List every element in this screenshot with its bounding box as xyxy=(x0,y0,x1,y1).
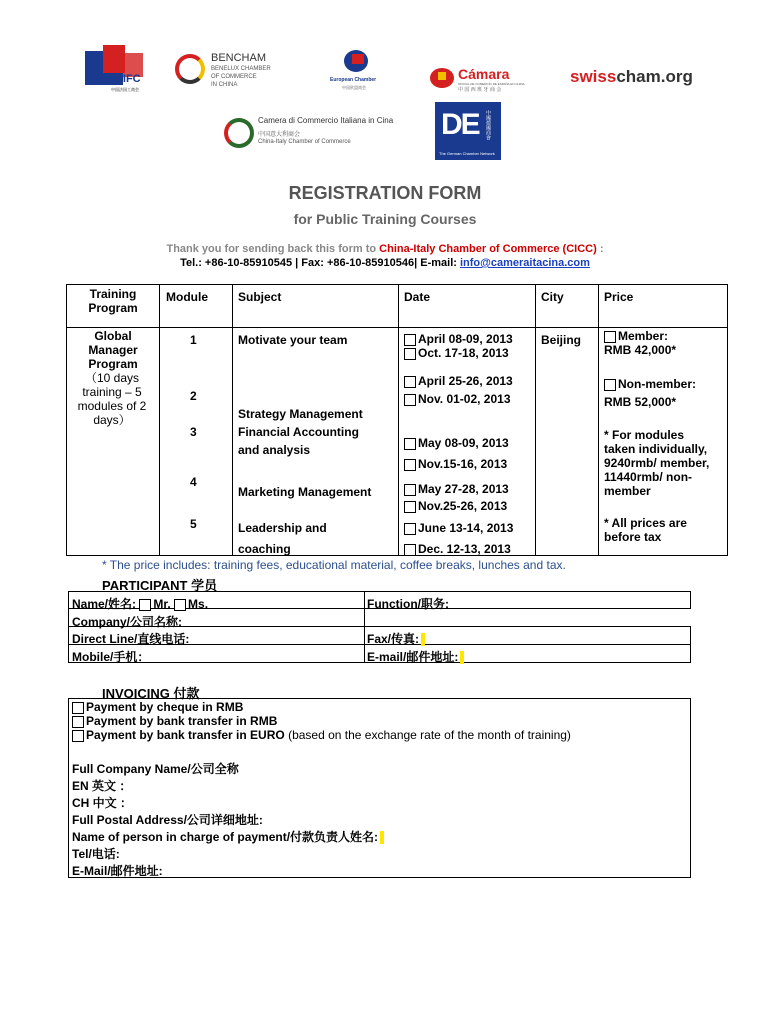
nonmember-label: Non-member: xyxy=(618,377,697,391)
camara-sub1: OFICIAL DE COMERCIO DE ESPAÑA EN CHINA xyxy=(458,82,525,86)
checkbox-icon[interactable] xyxy=(404,348,416,360)
member-label: Member: xyxy=(618,329,669,343)
ccifc-text: CCIFC xyxy=(107,73,141,85)
cicc-logo xyxy=(222,112,394,157)
ccifc-logo xyxy=(85,45,145,105)
date-1a[interactable] xyxy=(404,332,513,346)
city-value: Beijing xyxy=(541,333,582,347)
payment-cheque-label: Payment by cheque in RMB xyxy=(86,700,244,714)
checkbox-icon[interactable] xyxy=(404,484,416,496)
date-3a-label: May 08-09, 2013 xyxy=(418,436,509,450)
bencham-title: BENCHAM xyxy=(211,52,267,64)
price-note-1d: 11440rmb/ non- xyxy=(604,470,693,484)
header-city: City xyxy=(541,290,564,304)
price-note-1 xyxy=(604,428,709,498)
postal-address-field[interactable]: Full Postal Address/公司详细地址: xyxy=(72,813,263,827)
cicc-text-1: Camera di Commercio Italiana in Cina xyxy=(258,116,394,125)
fax-label: Fax/传真: xyxy=(367,632,420,646)
de-subtext: The German Chamber Network xyxy=(439,151,495,156)
contact-line xyxy=(0,257,770,269)
program-days-3: modules of 2 xyxy=(77,399,147,413)
date-2a[interactable] xyxy=(404,374,513,388)
checkbox-icon[interactable] xyxy=(604,379,616,391)
ccifc-subtext: 中国法国工商会 xyxy=(111,87,139,92)
cicc-text-2: 中国意大利商会 xyxy=(258,132,301,138)
eucham-subtext: 中国欧盟商会 xyxy=(342,85,366,90)
subject-3a: Financial Accounting xyxy=(238,425,359,439)
date-5a[interactable] xyxy=(404,521,513,535)
subject-2: Strategy Management xyxy=(238,407,363,421)
checkbox-icon[interactable] xyxy=(404,394,416,406)
module-4: 4 xyxy=(190,475,197,489)
header-date: Date xyxy=(404,290,431,304)
email-label: E-mail/邮件地址: xyxy=(367,650,459,664)
subject-5b: coaching xyxy=(238,542,291,556)
program-name: Global Manager Program xyxy=(88,329,138,371)
company-name-en-field[interactable]: EN 英文 ： xyxy=(72,779,132,793)
price-note-2a: * All prices are xyxy=(604,516,687,530)
date-4a[interactable] xyxy=(404,482,509,496)
date-4b-label: Nov.25-26, 2013 xyxy=(418,499,508,513)
payment-euro-label: Payment by bank transfer in EURO xyxy=(86,728,285,742)
program-days-1: （10 days xyxy=(84,371,140,385)
date-1b-label: Oct. 17-18, 2013 xyxy=(418,346,509,360)
bencham-sub3: IN CHINA xyxy=(211,82,238,88)
bencham-sub1: BENELUX CHAMBER xyxy=(211,66,271,72)
date-5b-label: Dec. 12-13, 2013 xyxy=(418,542,511,556)
payment-euro-note: (based on the exchange rate of the month of training) xyxy=(284,728,571,742)
price-member-value: RMB 42,000* xyxy=(604,343,677,357)
date-5b[interactable] xyxy=(404,542,511,556)
checkbox-icon[interactable] xyxy=(139,599,151,611)
program-days-4: days） xyxy=(93,413,131,427)
price-note-2 xyxy=(604,516,687,544)
thanks-post: : xyxy=(596,243,604,255)
invoice-tel-field[interactable]: Tel/电话: xyxy=(72,847,120,861)
checkbox-icon[interactable] xyxy=(72,702,84,714)
price-note-1c: 9240rmb/ member, xyxy=(604,456,710,470)
payment-cheque-option[interactable] xyxy=(72,700,243,714)
bencham-logo xyxy=(175,50,275,95)
de-text: DE xyxy=(441,108,479,141)
bencham-sub2: OF COMMERCE xyxy=(211,74,257,80)
subject-3b: and analysis xyxy=(238,443,311,457)
price-note-1b: taken individually, xyxy=(604,442,708,456)
price-note-2b: before tax xyxy=(604,530,662,544)
checkbox-icon[interactable] xyxy=(404,544,416,556)
date-3a[interactable] xyxy=(404,436,509,450)
date-5a-label: June 13-14, 2013 xyxy=(418,521,514,535)
payment-contact-label: Name of person in charge of payment/付款负责人姓名: xyxy=(72,830,379,844)
contact-email-link[interactable]: info@cameraitacina.com xyxy=(459,257,590,269)
thanks-org: China-Italy Chamber of Commerce (CICC) xyxy=(379,243,597,255)
function-field[interactable]: Function/职务: xyxy=(367,597,449,611)
date-3b-label: Nov.15-16, 2013 xyxy=(418,457,508,471)
date-2b-label: Nov. 01-02, 2013 xyxy=(418,392,511,406)
highlight-marker xyxy=(421,633,425,646)
highlight-marker xyxy=(460,651,464,664)
swisscham-logo xyxy=(570,67,693,87)
date-1a-label: April 08-09, 2013 xyxy=(418,332,513,346)
payment-rmb-transfer-option[interactable] xyxy=(72,714,277,728)
full-company-name-field[interactable]: Full Company Name/公司全称 xyxy=(72,762,239,776)
price-note-1a: * For modules xyxy=(604,428,685,442)
participant-heading: PARTICIPANT 学员 xyxy=(102,578,218,593)
header-price: Price xyxy=(604,290,634,304)
date-2b[interactable] xyxy=(404,392,511,406)
header-subject: Subject xyxy=(238,290,282,304)
module-3: 3 xyxy=(190,425,197,439)
price-includes-note: * The price includes: training fees, educational material, coffee breaks, lunches and tax. xyxy=(102,558,566,572)
camara-text: Cámara xyxy=(458,66,510,82)
module-5: 5 xyxy=(190,517,197,531)
ms-label: Ms. xyxy=(188,597,209,611)
mobile-field[interactable]: Mobile/手机： xyxy=(72,650,150,664)
name-field[interactable] xyxy=(72,595,208,612)
swisscham-red: swiss xyxy=(570,67,617,86)
checkbox-icon[interactable] xyxy=(404,334,416,346)
subject-1: Motivate your team xyxy=(238,333,348,347)
de-side-text: 中國德國商會 xyxy=(485,110,491,140)
checkbox-icon[interactable] xyxy=(404,459,416,471)
subject-4: Marketing Management xyxy=(238,485,372,499)
header-program: Training Program xyxy=(88,287,138,315)
price-nonmember[interactable] xyxy=(604,377,696,391)
camara-sub2: 中 国 西 班 牙 商 会 xyxy=(458,87,502,93)
checkbox-icon[interactable] xyxy=(404,523,416,535)
date-1b[interactable] xyxy=(404,346,509,360)
camara-logo xyxy=(430,66,545,96)
date-3b[interactable] xyxy=(404,457,507,471)
highlight-marker xyxy=(380,831,384,844)
checkbox-icon[interactable] xyxy=(604,331,616,343)
price-member[interactable] xyxy=(604,329,668,343)
module-1: 1 xyxy=(190,333,197,347)
header-module: Module xyxy=(166,290,208,304)
eucham-text: European Chamber xyxy=(330,77,377,83)
date-2a-label: April 25-26, 2013 xyxy=(418,374,513,388)
swisscham-dark: cham.org xyxy=(616,67,693,86)
subject-5a: Leadership and xyxy=(238,521,327,535)
module-2: 2 xyxy=(190,389,197,403)
direct-line-field[interactable]: Direct Line/直线电话: xyxy=(72,632,190,646)
fax-field[interactable] xyxy=(367,630,425,647)
invoice-email-field[interactable]: E-Mail/邮件地址: xyxy=(72,864,163,878)
date-4b[interactable] xyxy=(404,499,507,513)
checkbox-icon[interactable] xyxy=(72,716,84,728)
company-name-ch-field[interactable]: CH 中文 ： xyxy=(72,796,133,810)
invoicing-heading: INVOICING 付款 xyxy=(102,686,200,701)
price-note-1e: member xyxy=(604,484,651,498)
thanks-line xyxy=(0,243,770,255)
email-field[interactable] xyxy=(367,648,464,665)
contact-pre: Tel.: +86-10-85910545 | Fax: +86-10-85910546| E-mail: xyxy=(180,257,460,269)
program-days-2: training – 5 xyxy=(82,385,142,399)
program-days xyxy=(66,371,158,427)
de-logo xyxy=(435,102,501,160)
mr-label: Mr. xyxy=(153,597,171,611)
checkbox-icon[interactable] xyxy=(404,501,416,513)
checkbox-icon[interactable] xyxy=(72,730,84,742)
eucham-logo xyxy=(322,50,392,95)
checkbox-icon[interactable] xyxy=(404,376,416,388)
form-subtitle: for Public Training Courses xyxy=(293,211,477,227)
payment-rmb-label: Payment by bank transfer in RMB xyxy=(86,714,278,728)
checkbox-icon[interactable] xyxy=(174,599,186,611)
company-field[interactable]: Company/公司名称: xyxy=(72,615,183,629)
payment-euro-transfer-option[interactable] xyxy=(72,728,571,742)
checkbox-icon[interactable] xyxy=(404,438,416,450)
payment-contact-field[interactable] xyxy=(72,828,384,845)
form-title: REGISTRATION FORM xyxy=(288,183,482,203)
thanks-pre: Thank you for sending back this form to xyxy=(166,243,380,255)
date-4a-label: May 27-28, 2013 xyxy=(418,482,509,496)
cicc-text-3: China-Italy Chamber of Commerce xyxy=(258,139,351,145)
name-label: Name/姓名: xyxy=(72,597,137,611)
price-nonmember-value: RMB 52,000* xyxy=(604,395,677,409)
